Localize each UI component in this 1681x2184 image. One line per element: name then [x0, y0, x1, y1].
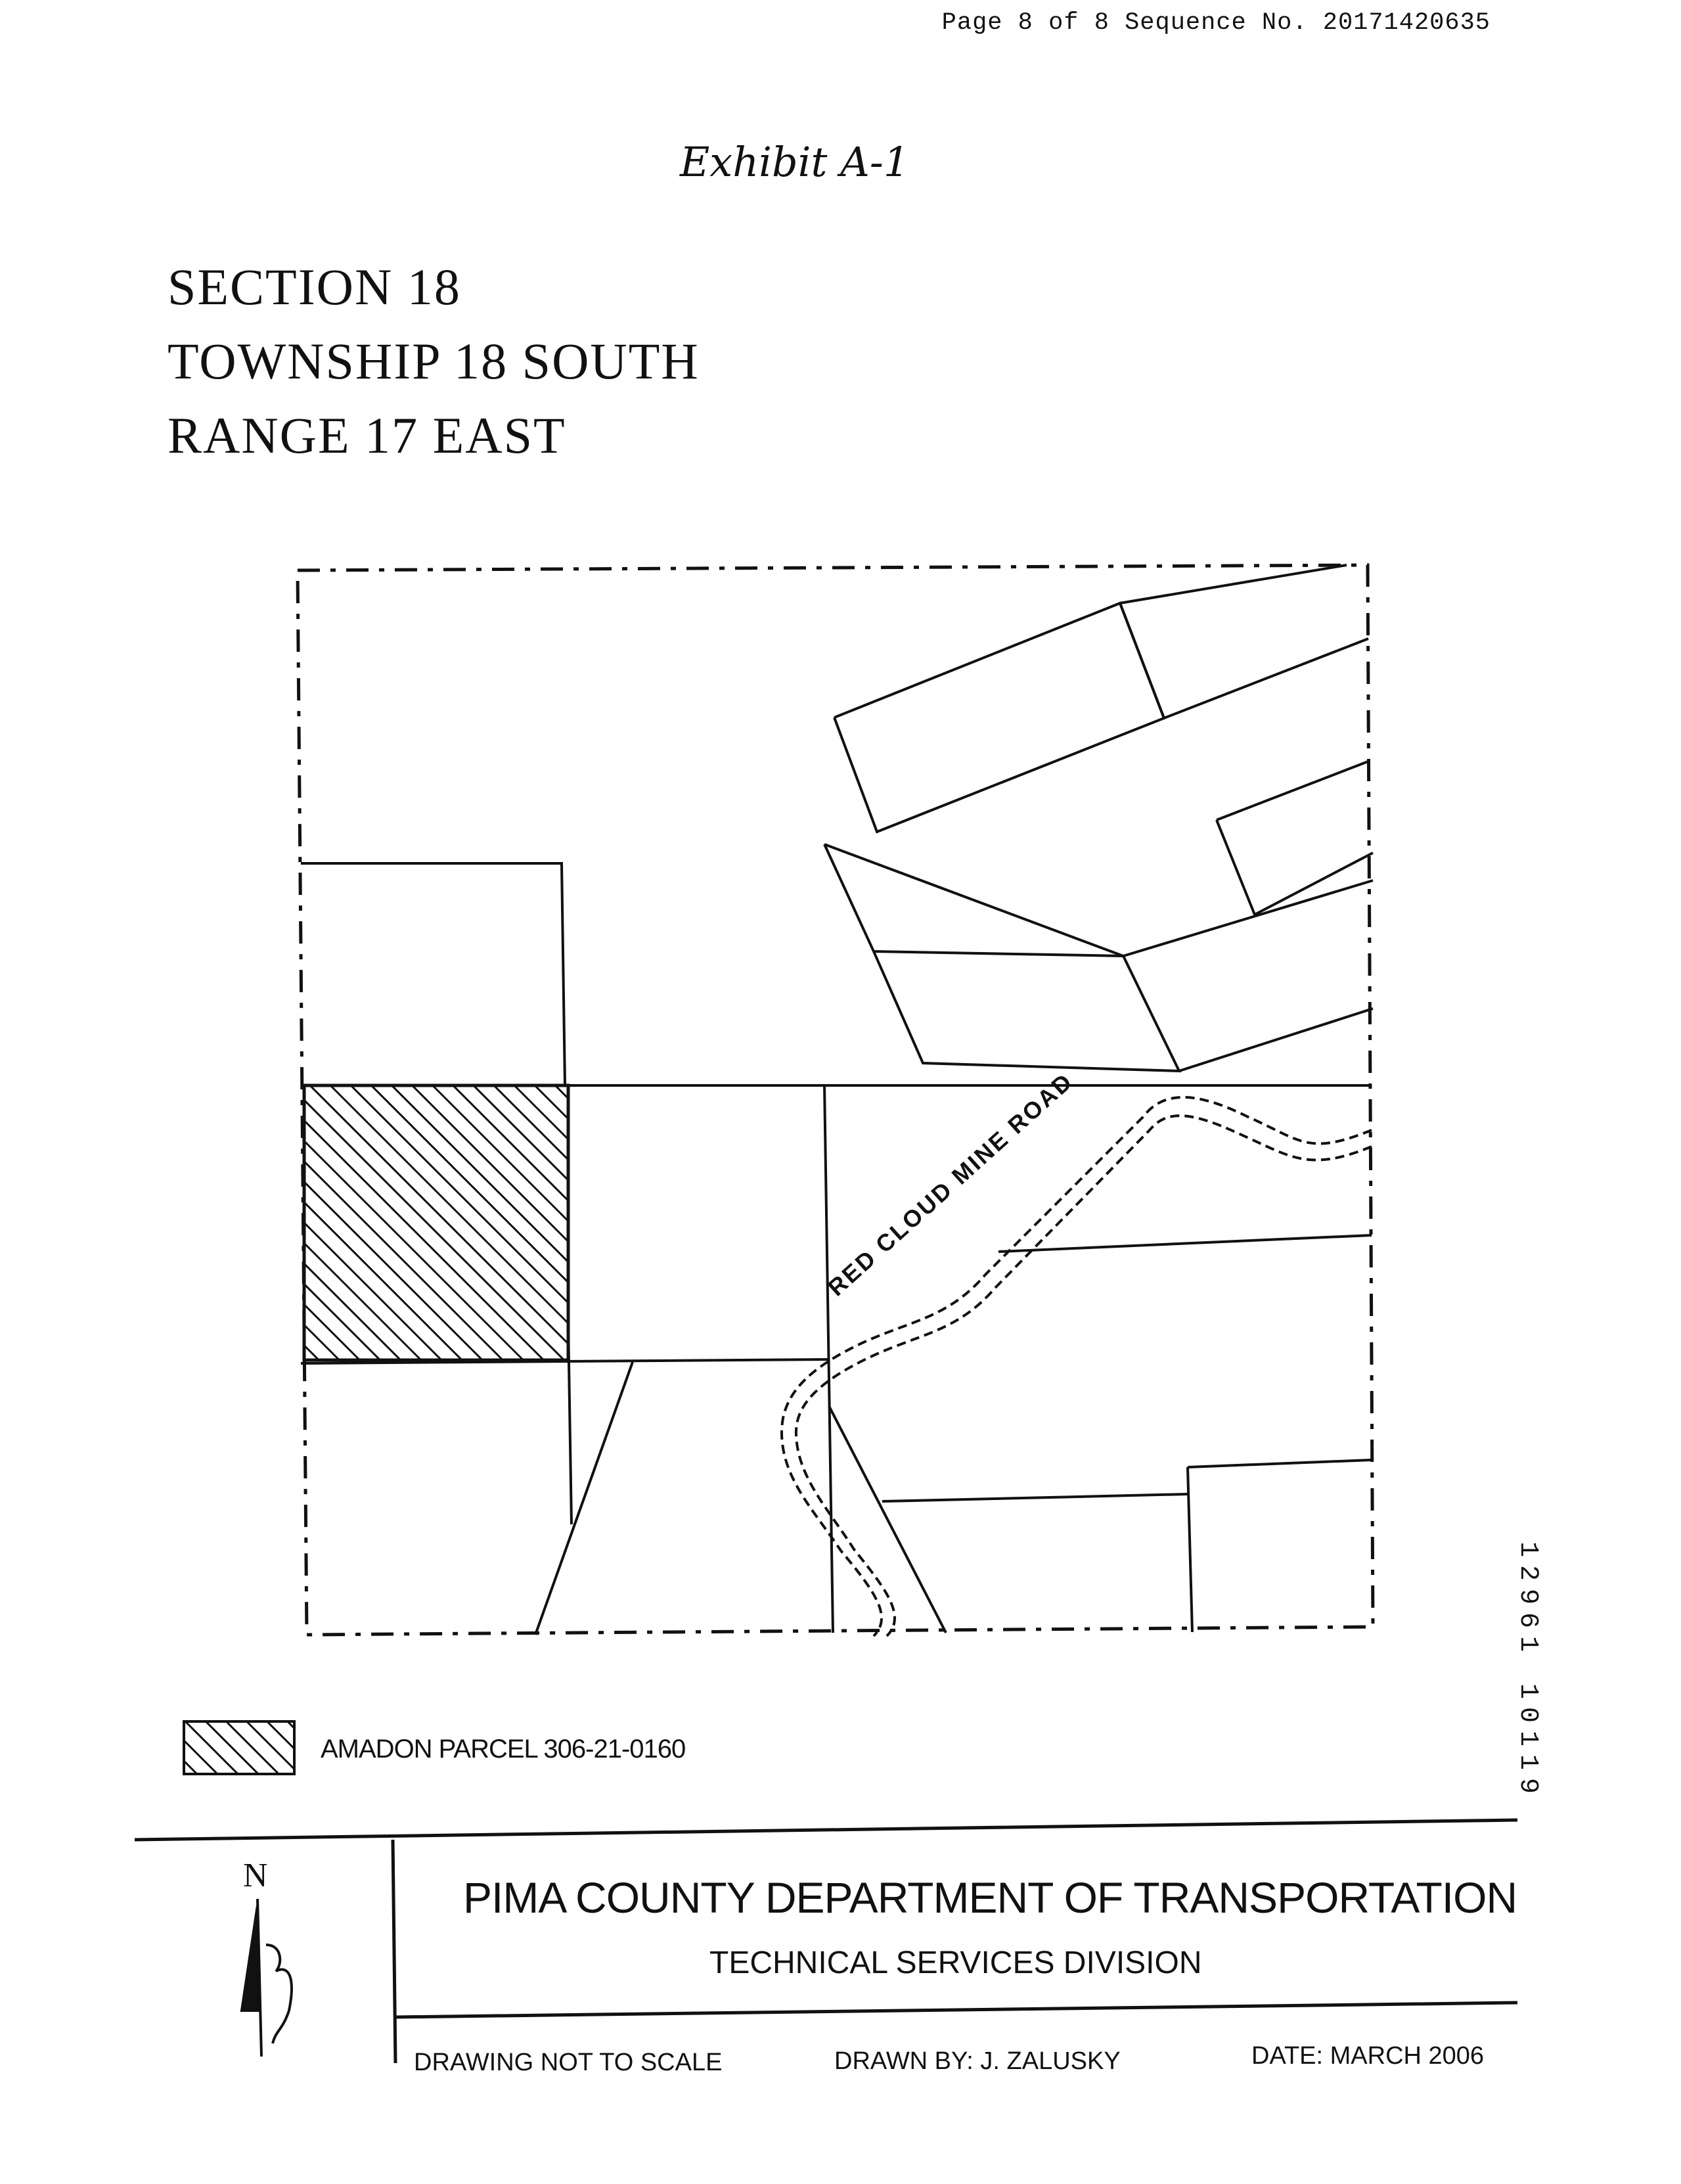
north-arrow-icon: [242, 1899, 292, 2057]
range-label: RANGE 17 EAST: [168, 407, 566, 464]
section-label: SECTION 18: [168, 258, 461, 315]
recording-number: 1 2 9 6 1 1 0 1 1 9: [1513, 1541, 1542, 1794]
north-label: N: [243, 1857, 268, 1894]
division-title: TECHNICAL SERVICES DIVISION: [709, 1945, 1202, 1980]
drawn-by: DRAWN BY: J. ZALUSKY: [834, 2047, 1121, 2075]
page-sequence-header: Page 8 of 8 Sequence No. 20171420635: [941, 9, 1490, 37]
road-label: RED CLOUD MINE ROAD: [822, 1067, 1079, 1302]
legend-label: AMADON PARCEL 306-21-0160: [321, 1735, 686, 1763]
department-title: PIMA COUNTY DEPARTMENT OF TRANSPORTATION: [463, 1873, 1517, 1922]
drawing-date: DATE: MARCH 2006: [1251, 2042, 1485, 2070]
township-label: TOWNSHIP 18 SOUTH: [168, 332, 700, 390]
scale-note: DRAWING NOT TO SCALE: [414, 2049, 723, 2076]
exhibit-label: Exhibit A-1: [680, 138, 910, 186]
